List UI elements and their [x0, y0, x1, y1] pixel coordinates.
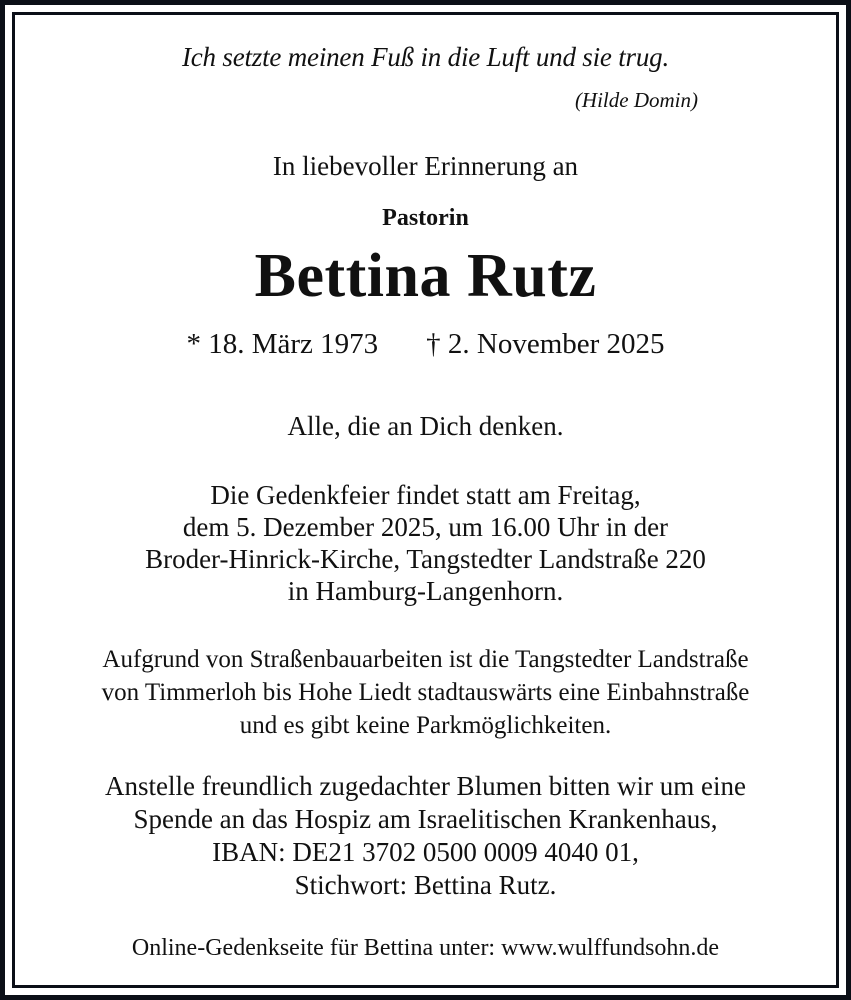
epigraph-quote: Ich setzte meinen Fuß in die Luft und sie trug.	[181, 42, 670, 72]
obituary-card	[12, 12, 839, 988]
donation-line: Spende an das Hospiz am Israelitischen Krankenhaus,	[133, 804, 718, 834]
obituary-content	[15, 15, 836, 985]
life-dates	[15, 328, 836, 361]
birth-date: * 18. März 1973	[186, 328, 379, 360]
ceremony-details	[15, 479, 836, 607]
online-memorial-link: Online-Gedenkseite für Bettina unter: www.wulffundsohn.de	[131, 935, 720, 961]
ceremony-line: Broder-Hinrick-Kirche, Tangstedter Landstraße 220	[145, 544, 706, 574]
notice-line: Aufgrund von Straßenbauarbeiten ist die Tangstedter Landstraße	[102, 646, 749, 673]
farewell-text: Alle, die an Dich denken.	[287, 411, 564, 441]
ceremony-line: in Hamburg-Langenhorn.	[287, 576, 564, 606]
deceased-title: Pastorin	[382, 205, 469, 231]
death-date: † 2. November 2025	[426, 328, 665, 360]
notice-line: von Timmerloh bis Hohe Liedt stadtauswärts eine Einbahnstraße	[101, 679, 750, 706]
ceremony-line: Die Gedenkfeier findet statt am Freitag,	[210, 480, 641, 510]
intro-text: In liebevoller Erinnerung an	[272, 151, 579, 181]
epigraph-author: (Hilde Domin)	[574, 88, 698, 112]
keyword-line: Stichwort: Bettina Rutz.	[294, 870, 557, 900]
road-notice	[15, 643, 836, 742]
iban-line: IBAN: DE21 3702 0500 0009 4040 01,	[212, 837, 639, 867]
ceremony-line: dem 5. Dezember 2025, um 16.00 Uhr in der	[182, 512, 669, 542]
notice-line: und es gibt keine Parkmöglichkeiten.	[239, 712, 612, 739]
donation-line: Anstelle freundlich zugedachter Blumen bitten wir um eine	[104, 771, 747, 801]
deceased-name: Bettina Rutz	[254, 242, 597, 310]
donation-request	[15, 770, 836, 902]
